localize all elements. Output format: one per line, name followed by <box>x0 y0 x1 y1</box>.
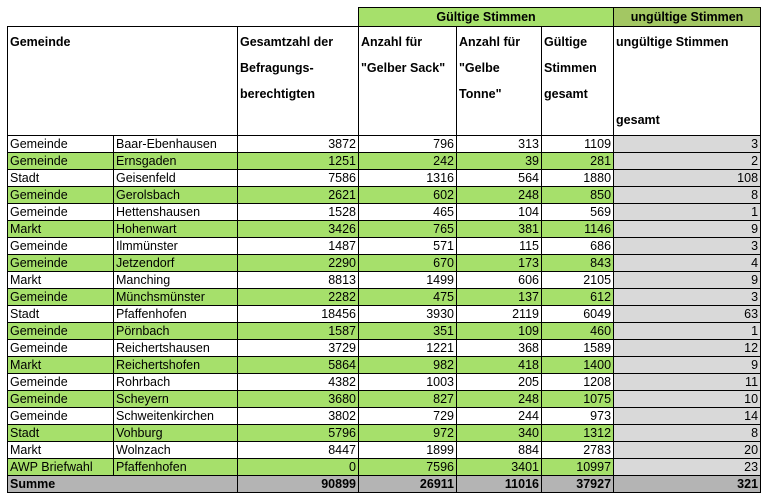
cell-invalid: 9 <box>614 221 761 238</box>
cell-invalid: 8 <box>614 187 761 204</box>
cell-type: Markt <box>8 442 114 459</box>
cell-tonne: 564 <box>457 170 542 187</box>
table-row <box>8 323 761 340</box>
cell-sack: 670 <box>359 255 457 272</box>
cell-total: 3802 <box>238 408 359 425</box>
cell-name: Hettenshausen <box>114 204 238 221</box>
cell-sack: 1221 <box>359 340 457 357</box>
cell-total: 2282 <box>238 289 359 306</box>
group-valid-header: Gültige Stimmen <box>359 8 614 27</box>
cell-total: 7586 <box>238 170 359 187</box>
cell-sack: 475 <box>359 289 457 306</box>
cell-invalid: 11 <box>614 374 761 391</box>
cell-valid: 843 <box>542 255 614 272</box>
table-row <box>8 357 761 374</box>
cell-type: Gemeinde <box>8 153 114 170</box>
cell-type: AWP Briefwahl <box>8 459 114 476</box>
col-invalid-total <box>614 27 761 136</box>
cell-tonne: 39 <box>457 153 542 170</box>
cell-invalid: 10 <box>614 391 761 408</box>
summary-sack: 26911 <box>359 476 457 493</box>
cell-invalid: 3 <box>614 238 761 255</box>
cell-sack: 972 <box>359 425 457 442</box>
summary-invalid: 321 <box>614 476 761 493</box>
cell-tonne: 606 <box>457 272 542 289</box>
col-gelber-sack: Anzahl für "Gelber Sack" <box>359 27 457 136</box>
cell-invalid: 63 <box>614 306 761 323</box>
cell-valid: 10997 <box>542 459 614 476</box>
summary-row <box>8 476 761 493</box>
cell-valid: 973 <box>542 408 614 425</box>
table-row <box>8 289 761 306</box>
cell-total: 1528 <box>238 204 359 221</box>
cell-valid: 612 <box>542 289 614 306</box>
cell-name: Reichertshausen <box>114 340 238 357</box>
cell-type: Gemeinde <box>8 408 114 425</box>
cell-type: Stadt <box>8 170 114 187</box>
table-row <box>8 425 761 442</box>
cell-name: Manching <box>114 272 238 289</box>
cell-type: Gemeinde <box>8 323 114 340</box>
table-row <box>8 170 761 187</box>
cell-type: Markt <box>8 272 114 289</box>
cell-type: Gemeinde <box>8 255 114 272</box>
cell-invalid: 3 <box>614 289 761 306</box>
summary-total: 90899 <box>238 476 359 493</box>
cell-total: 8813 <box>238 272 359 289</box>
col-invalid-total-line1: ungültige Stimmen <box>616 35 729 49</box>
cell-type: Gemeinde <box>8 374 114 391</box>
column-header-row <box>8 27 761 136</box>
cell-tonne: 109 <box>457 323 542 340</box>
cell-total: 8447 <box>238 442 359 459</box>
table-row <box>8 340 761 357</box>
cell-name: Pfaffenhofen <box>114 459 238 476</box>
cell-total: 5864 <box>238 357 359 374</box>
cell-type: Gemeinde <box>8 136 114 153</box>
cell-total: 5796 <box>238 425 359 442</box>
group-invalid-header: ungültige Stimmen <box>614 8 761 27</box>
cell-invalid: 23 <box>614 459 761 476</box>
results-table <box>7 7 761 493</box>
cell-tonne: 381 <box>457 221 542 238</box>
cell-valid: 1146 <box>542 221 614 238</box>
cell-valid: 569 <box>542 204 614 221</box>
cell-name: Reichertshofen <box>114 357 238 374</box>
cell-invalid: 3 <box>614 136 761 153</box>
cell-name: Hohenwart <box>114 221 238 238</box>
cell-sack: 602 <box>359 187 457 204</box>
cell-valid: 1075 <box>542 391 614 408</box>
cell-name: Geisenfeld <box>114 170 238 187</box>
table-row <box>8 306 761 323</box>
table-row <box>8 391 761 408</box>
cell-valid: 6049 <box>542 306 614 323</box>
cell-name: Wolnzach <box>114 442 238 459</box>
cell-invalid: 108 <box>614 170 761 187</box>
cell-tonne: 173 <box>457 255 542 272</box>
cell-type: Gemeinde <box>8 391 114 408</box>
col-gelbe-tonne: Anzahl für "Gelbe Tonne" <box>457 27 542 136</box>
cell-name: Schweitenkirchen <box>114 408 238 425</box>
cell-invalid: 9 <box>614 357 761 374</box>
cell-tonne: 340 <box>457 425 542 442</box>
cell-tonne: 2119 <box>457 306 542 323</box>
col-valid-total: Gültige Stimmen gesamt <box>542 27 614 136</box>
cell-name: Jetzendorf <box>114 255 238 272</box>
cell-invalid: 1 <box>614 323 761 340</box>
table-row <box>8 136 761 153</box>
cell-total: 3872 <box>238 136 359 153</box>
cell-sack: 1003 <box>359 374 457 391</box>
cell-valid: 1312 <box>542 425 614 442</box>
cell-invalid: 1 <box>614 204 761 221</box>
cell-valid: 1589 <box>542 340 614 357</box>
cell-valid: 2783 <box>542 442 614 459</box>
cell-tonne: 884 <box>457 442 542 459</box>
cell-type: Gemeinde <box>8 340 114 357</box>
table-row <box>8 187 761 204</box>
cell-type: Stadt <box>8 306 114 323</box>
cell-tonne: 115 <box>457 238 542 255</box>
cell-name: Ernsgaden <box>114 153 238 170</box>
cell-tonne: 205 <box>457 374 542 391</box>
cell-name: Gerolsbach <box>114 187 238 204</box>
col-gemeinde: Gemeinde <box>8 27 238 136</box>
cell-tonne: 3401 <box>457 459 542 476</box>
cell-name: Scheyern <box>114 391 238 408</box>
cell-sack: 1316 <box>359 170 457 187</box>
cell-name: Ilmmünster <box>114 238 238 255</box>
cell-sack: 982 <box>359 357 457 374</box>
cell-valid: 2105 <box>542 272 614 289</box>
cell-sack: 1499 <box>359 272 457 289</box>
cell-type: Gemeinde <box>8 204 114 221</box>
summary-label: Summe <box>8 476 238 493</box>
cell-total: 18456 <box>238 306 359 323</box>
cell-valid: 1400 <box>542 357 614 374</box>
cell-tonne: 248 <box>457 391 542 408</box>
cell-tonne: 368 <box>457 340 542 357</box>
table-row <box>8 153 761 170</box>
cell-name: Münchsmünster <box>114 289 238 306</box>
cell-sack: 7596 <box>359 459 457 476</box>
table-row <box>8 374 761 391</box>
cell-type: Markt <box>8 357 114 374</box>
cell-sack: 3930 <box>359 306 457 323</box>
cell-type: Gemeinde <box>8 238 114 255</box>
cell-sack: 351 <box>359 323 457 340</box>
cell-sack: 827 <box>359 391 457 408</box>
cell-invalid: 14 <box>614 408 761 425</box>
cell-total: 1251 <box>238 153 359 170</box>
cell-type: Stadt <box>8 425 114 442</box>
col-total-eligible: Gesamtzahl der Befragungs-berechtigten <box>238 27 359 136</box>
summary-valid: 37927 <box>542 476 614 493</box>
cell-name: Baar-Ebenhausen <box>114 136 238 153</box>
col-invalid-total-line2: gesamt <box>616 113 660 127</box>
cell-tonne: 244 <box>457 408 542 425</box>
cell-valid: 850 <box>542 187 614 204</box>
group-header-row <box>8 8 761 27</box>
cell-tonne: 104 <box>457 204 542 221</box>
cell-total: 3426 <box>238 221 359 238</box>
cell-sack: 796 <box>359 136 457 153</box>
table-row <box>8 272 761 289</box>
cell-valid: 281 <box>542 153 614 170</box>
cell-valid: 686 <box>542 238 614 255</box>
cell-total: 2621 <box>238 187 359 204</box>
table-row <box>8 459 761 476</box>
cell-total: 2290 <box>238 255 359 272</box>
cell-sack: 1899 <box>359 442 457 459</box>
cell-invalid: 20 <box>614 442 761 459</box>
cell-sack: 571 <box>359 238 457 255</box>
cell-sack: 729 <box>359 408 457 425</box>
table-row <box>8 408 761 425</box>
cell-sack: 765 <box>359 221 457 238</box>
cell-tonne: 418 <box>457 357 542 374</box>
summary-tonne: 11016 <box>457 476 542 493</box>
cell-total: 1487 <box>238 238 359 255</box>
cell-tonne: 248 <box>457 187 542 204</box>
cell-name: Pfaffenhofen <box>114 306 238 323</box>
cell-tonne: 313 <box>457 136 542 153</box>
table-row <box>8 442 761 459</box>
cell-valid: 1208 <box>542 374 614 391</box>
cell-total: 0 <box>238 459 359 476</box>
cell-invalid: 8 <box>614 425 761 442</box>
cell-type: Markt <box>8 221 114 238</box>
cell-valid: 1109 <box>542 136 614 153</box>
cell-name: Rohrbach <box>114 374 238 391</box>
cell-invalid: 9 <box>614 272 761 289</box>
cell-invalid: 12 <box>614 340 761 357</box>
cell-type: Gemeinde <box>8 187 114 204</box>
cell-total: 1587 <box>238 323 359 340</box>
cell-type: Gemeinde <box>8 289 114 306</box>
cell-valid: 460 <box>542 323 614 340</box>
table-row <box>8 204 761 221</box>
cell-sack: 242 <box>359 153 457 170</box>
table-row <box>8 255 761 272</box>
cell-total: 4382 <box>238 374 359 391</box>
cell-valid: 1880 <box>542 170 614 187</box>
cell-sack: 465 <box>359 204 457 221</box>
cell-tonne: 137 <box>457 289 542 306</box>
table-row <box>8 221 761 238</box>
cell-name: Vohburg <box>114 425 238 442</box>
cell-total: 3729 <box>238 340 359 357</box>
table-row <box>8 238 761 255</box>
cell-name: Pörnbach <box>114 323 238 340</box>
cell-invalid: 4 <box>614 255 761 272</box>
cell-invalid: 2 <box>614 153 761 170</box>
cell-total: 3680 <box>238 391 359 408</box>
